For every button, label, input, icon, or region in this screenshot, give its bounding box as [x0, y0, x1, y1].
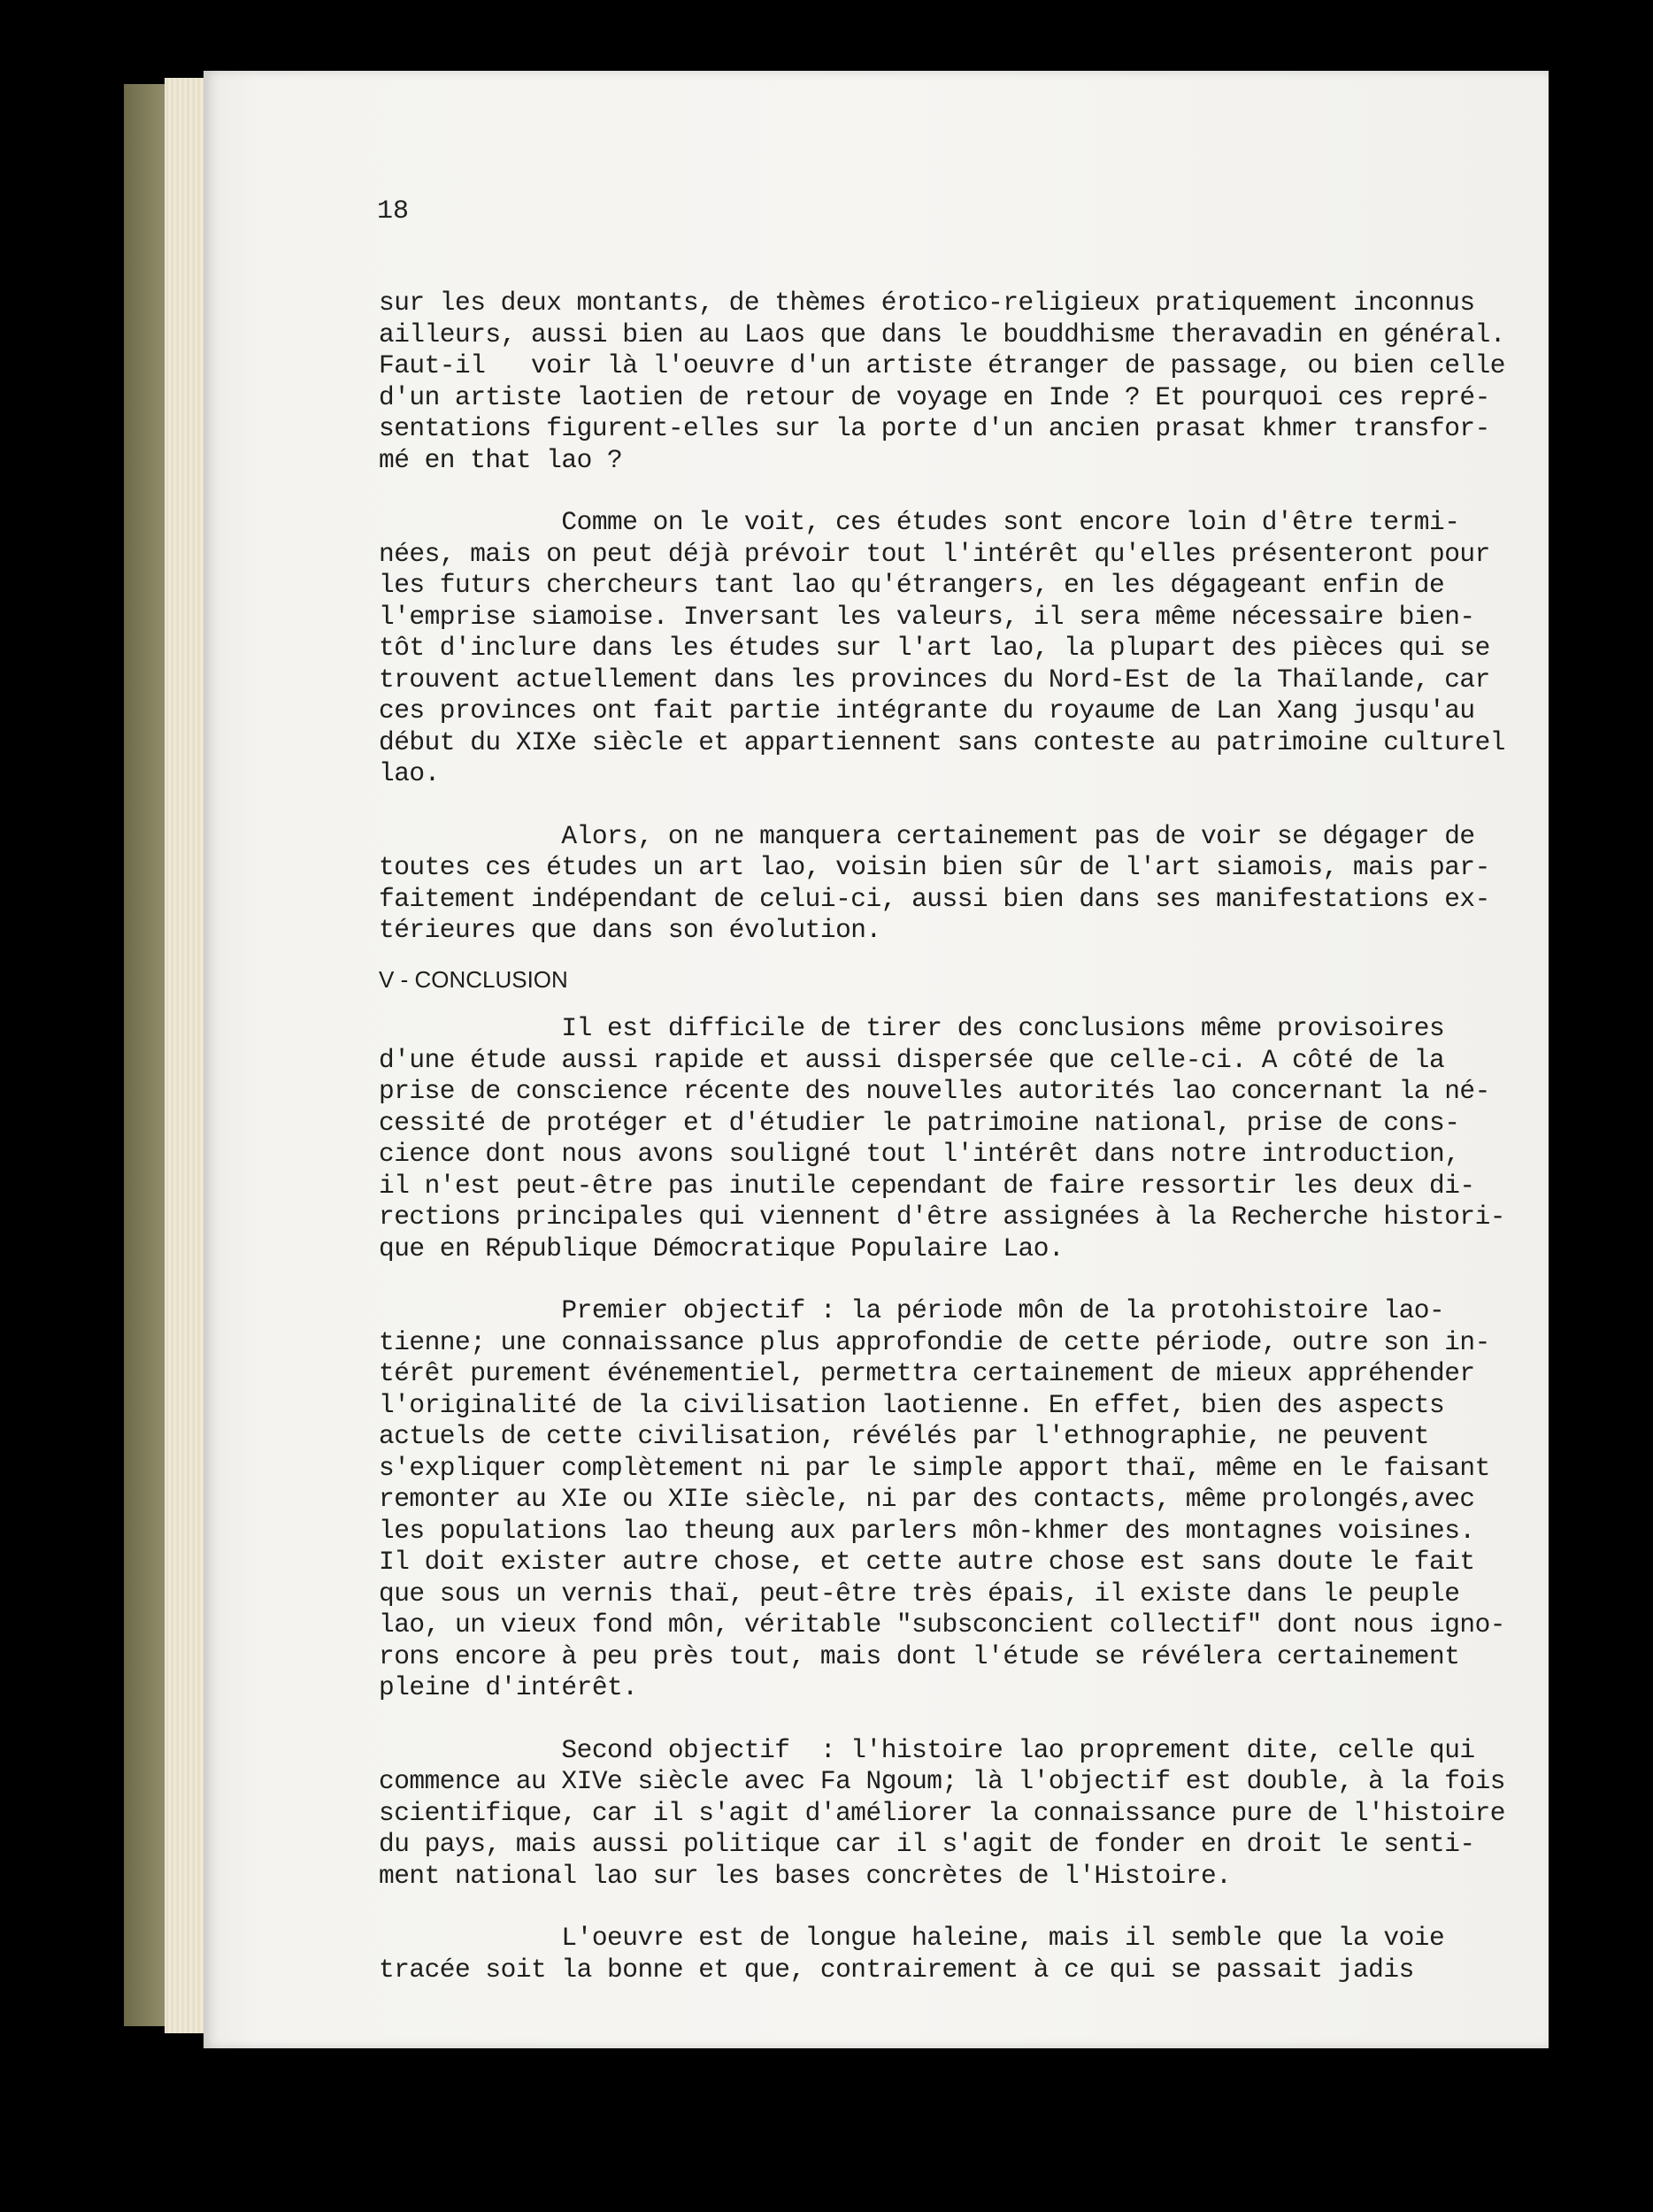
text-line: térêt purement événementiel, permettra certainement de mieux appréhender [379, 1358, 1475, 1388]
text-line: l'originalité de la civilisation laotienne. En effet, bien des aspects [379, 1389, 1445, 1420]
text-line: sentations figurent-elles sur la porte d'un ancien prasat khmer transfor- [379, 413, 1490, 443]
text-line: toutes ces études un art lao, voisin bien sûr de l'art siamois, mais par- [379, 852, 1490, 882]
text-line: rons encore à peu près tout, mais dont l'étude se révélera certainement [379, 1640, 1460, 1671]
text-line: lao, un vieux fond môn, véritable "subsconcient collectif" dont nous igno- [379, 1609, 1506, 1640]
text-line: cessité de protéger et d'étudier le patrimoine national, prise de cons- [379, 1107, 1460, 1138]
paragraph [379, 1013, 1556, 1264]
text-line: rections principales qui viennent d'être assignées à la Recherche histori- [379, 1202, 1506, 1232]
text-line: d'une étude aussi rapide et aussi dispersée que celle-ci. A côté de la [379, 1044, 1445, 1075]
text-line: commence au XIVe siècle avec Fa Ngoum; là l'objectif est double, à la fois [379, 1766, 1506, 1796]
text-line: faitement indépendant de celui-ci, aussi bien dans ses manifestations ex- [379, 883, 1490, 914]
text-line: ces provinces ont fait partie intégrante du royaume de Lan Xang jusqu'au [379, 695, 1475, 726]
text-line: tienne; une connaissance plus approfondie de cette période, outre son in- [379, 1326, 1490, 1357]
text-line: Premier objectif : la période môn de la protohistoire lao- [379, 1295, 1445, 1325]
text-line: remonter au XIe ou XIIe siècle, ni par des contacts, même prolongés,avec [379, 1484, 1475, 1514]
text-line: que sous un vernis thaï, peut-être très épais, il existe dans le peuple [379, 1578, 1460, 1609]
text-line: scientifique, car il s'agit d'améliorer la connaissance pure de l'histoire [379, 1797, 1506, 1828]
text-line: Il doit exister autre chose, et cette autre chose est sans doute le fait [379, 1547, 1475, 1577]
text-line: Faut-il voir là l'oeuvre d'un artiste étranger de passage, ou bien celle [379, 350, 1506, 380]
text-line: d'un artiste laotien de retour de voyage en Inde ? Et pourquoi ces repré- [379, 381, 1490, 412]
text-line: du pays, mais aussi politique car il s'agit de fonder en droit le senti- [379, 1829, 1475, 1859]
paragraph [379, 1735, 1556, 1893]
text-line: les futurs chercheurs tant lao qu'étrangers, en les dégageant enfin de [379, 570, 1445, 600]
text-line: que en République Démocratique Populaire Lao. [379, 1233, 1065, 1263]
text-line: actuels de cette civilisation, révélés par l'ethnographie, ne peuvent [379, 1421, 1429, 1451]
text-line: térieures que dans son évolution. [379, 915, 881, 945]
text-line: trouvent actuellement dans les provinces du Nord-Est de la Thaïlande, car [379, 664, 1490, 695]
paragraph [379, 288, 1556, 476]
text-line: Il est difficile de tirer des conclusions même provisoires [379, 1013, 1445, 1043]
text-line: Comme on le voit, ces études sont encore loin d'être termi- [379, 507, 1460, 537]
text-line: début du XIXe siècle et appartiennent sans conteste au patrimoine culturel [379, 726, 1506, 757]
paragraph [379, 1295, 1556, 1704]
text-line: sur les deux montants, de thèmes érotico-religieux pratiquement inconnus [379, 288, 1475, 318]
text-line: prise de conscience récente des nouvelles autorités lao concernant la né- [379, 1076, 1490, 1106]
text-line: pleine d'intérêt. [379, 1672, 638, 1702]
text-line: cience dont nous avons souligné tout l'intérêt dans notre introduction, [379, 1139, 1460, 1169]
text-line: tracée soit la bonne et que, contrairement à ce qui se passait jadis [379, 1954, 1414, 1985]
text-line: nées, mais on peut déjà prévoir tout l'intérêt qu'elles présenteront pour [379, 538, 1490, 569]
paragraph [379, 1923, 1556, 1985]
text-line: l'emprise siamoise. Inversant les valeurs, il sera même nécessaire bien- [379, 601, 1475, 632]
section-heading: V - CONCLUSION [379, 965, 568, 993]
text-line: s'expliquer complètement ni par le simple apport thaï, même en le faisant [379, 1452, 1490, 1483]
text-line: Second objectif : l'histoire lao proprement dite, celle qui [379, 1734, 1475, 1765]
text-line: Alors, on ne manquera certainement pas de voir se dégager de [379, 820, 1475, 851]
text-line: ment national lao sur les bases concrètes de l'Histoire. [379, 1860, 1232, 1891]
text-line: tôt d'inclure dans les études sur l'art lao, la plupart des pièces qui se [379, 633, 1490, 663]
text-line: les populations lao theung aux parlers môn-khmer des montagnes voisines. [379, 1515, 1475, 1546]
page-number: 18 [377, 196, 410, 227]
text-line: ailleurs, aussi bien au Laos que dans le bouddhisme theravadin en général. [379, 319, 1506, 349]
paragraph [379, 821, 1556, 947]
page-body-text [379, 288, 1556, 1985]
text-line: il n'est peut-être pas inutile cependant de faire ressortir les deux di- [379, 1170, 1475, 1201]
paragraph [379, 507, 1556, 790]
text-line: lao. [379, 758, 440, 788]
text-line: L'oeuvre est de longue haleine, mais il semble que la voie [379, 1923, 1445, 1953]
text-line: mé en that lao ? [379, 444, 623, 475]
